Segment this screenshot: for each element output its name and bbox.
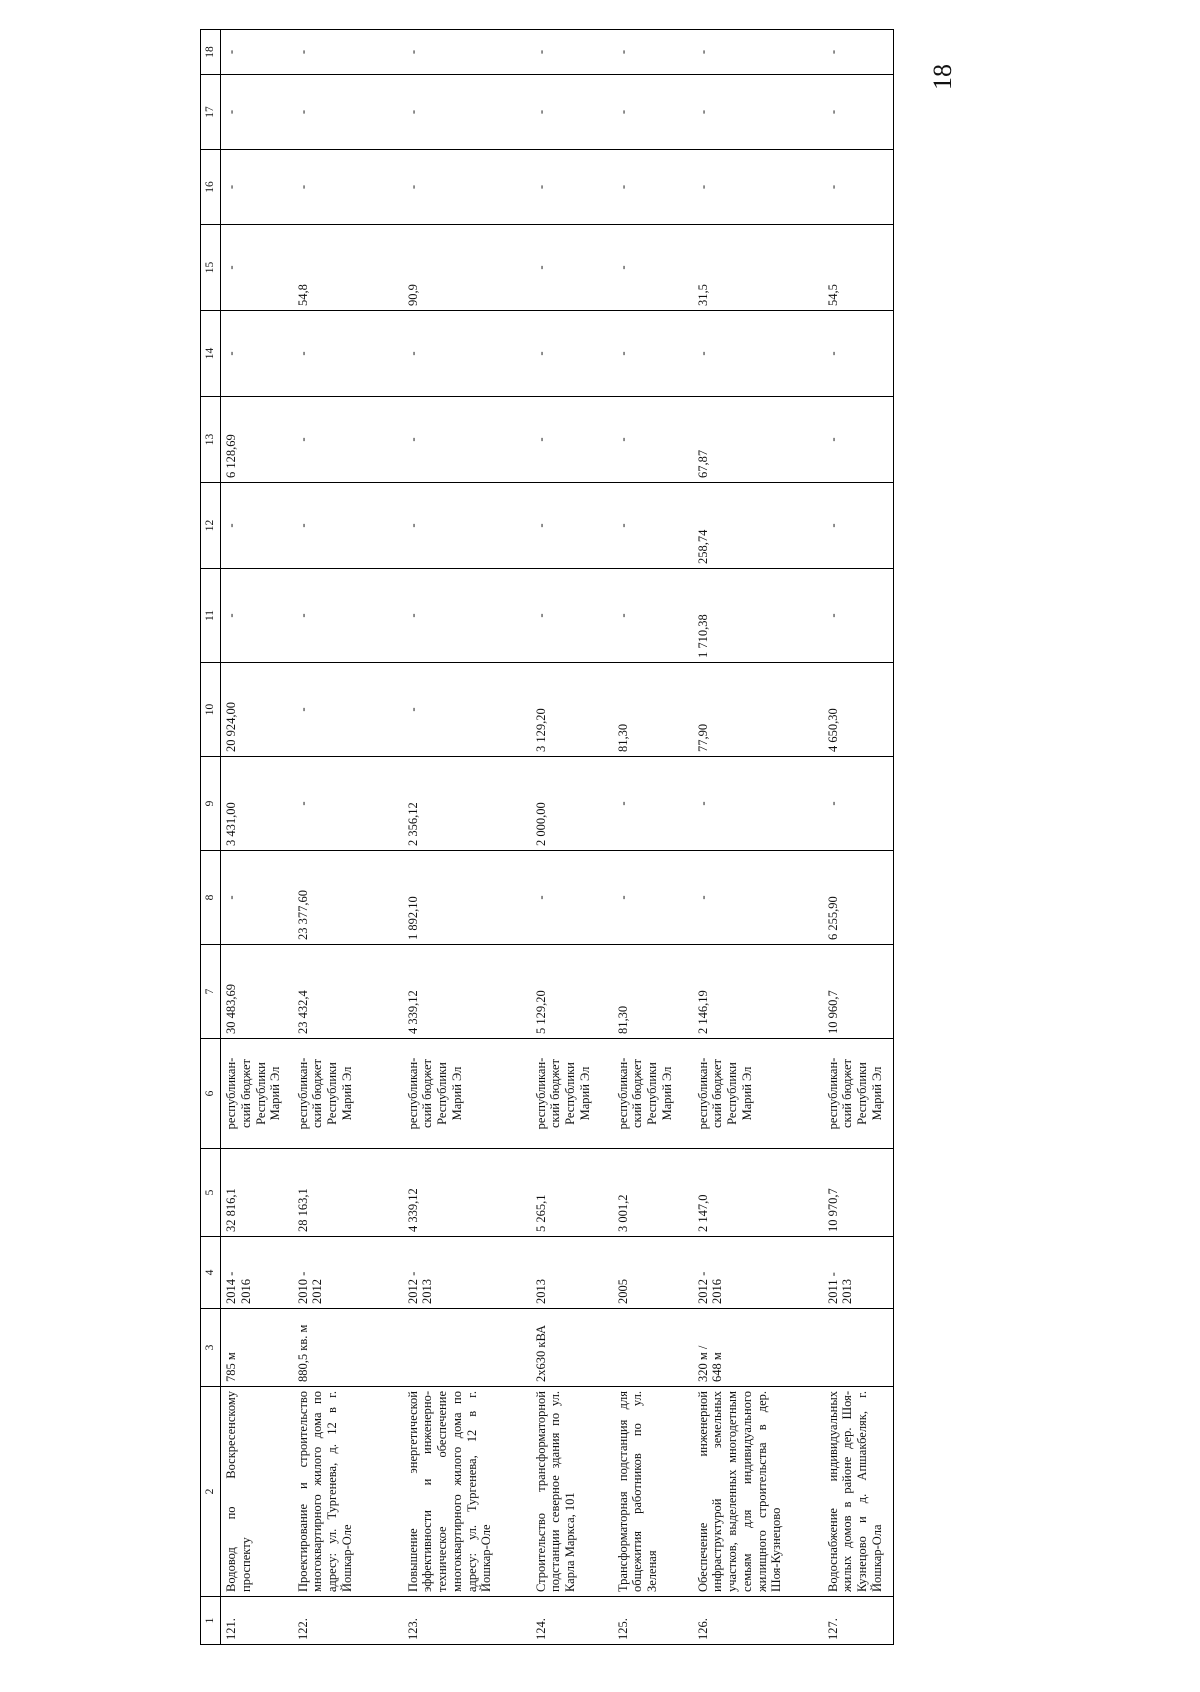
value-cell: 5 265,1 (531, 1149, 613, 1237)
object-name: Водоснабжение индивидуальных жилых домов в районе дер. Шоя-Кузнецово и д. Апшакбеляк, г. Йошкар-Ола (823, 1387, 894, 1597)
value-cell: - (531, 397, 613, 483)
value-cell: - (293, 483, 403, 569)
value-cell: 6 255,90 (823, 851, 894, 945)
funding-source: республикан- ский бюджет Республики Марий Эл (693, 1039, 823, 1149)
value-cell: - (693, 150, 823, 225)
column-header: 11 (201, 569, 221, 663)
value-cell: - (403, 663, 531, 757)
table-row (403, 30, 531, 1645)
value-cell: - (613, 150, 693, 225)
value-cell: - (293, 757, 403, 851)
value-cell: - (221, 225, 293, 311)
capacity: 320 м / 648 м (693, 1309, 823, 1387)
value-cell: - (613, 397, 693, 483)
object-name: Проектирование и строительство многоквартирного жилого дома по адресу: ул. Тургенева, д. 12 в г. Йошкар-Оле (293, 1387, 403, 1597)
column-header: 8 (201, 851, 221, 945)
funding-source: республикан- ский бюджет Республики Марий Эл (531, 1039, 613, 1149)
row-number: 125. (613, 1597, 693, 1645)
period: 2010 - 2012 (293, 1237, 403, 1309)
value-cell: - (293, 569, 403, 663)
value-cell: 30 483,69 (221, 945, 293, 1039)
investment-table (200, 29, 894, 1645)
value-cell: - (221, 75, 293, 150)
value-cell: 2 146,19 (693, 945, 823, 1039)
value-cell: 31,5 (693, 225, 823, 311)
object-name: Строительство трансформаторной подстанции северное здания по ул. Карла Маркса, 101 (531, 1387, 613, 1597)
value-cell: - (531, 569, 613, 663)
value-cell: - (293, 150, 403, 225)
capacity: 2х630 кВА (531, 1309, 613, 1387)
value-cell: - (403, 75, 531, 150)
row-number: 123. (403, 1597, 531, 1645)
value-cell: - (403, 569, 531, 663)
value-cell: 20 924,00 (221, 663, 293, 757)
row-number: 126. (693, 1597, 823, 1645)
value-cell: - (531, 225, 613, 311)
value-cell: - (293, 663, 403, 757)
column-header: 15 (201, 225, 221, 311)
value-cell: 5 129,20 (531, 945, 613, 1039)
value-cell: 3 431,00 (221, 757, 293, 851)
table-row (221, 30, 293, 1645)
value-cell: 67,87 (693, 397, 823, 483)
value-cell: 258,74 (693, 483, 823, 569)
value-cell: - (613, 851, 693, 945)
value-cell: 23 377,60 (293, 851, 403, 945)
value-cell: 1 892,10 (403, 851, 531, 945)
value-cell: 28 163,1 (293, 1149, 403, 1237)
funding-source: республикан- ский бюджет Республики Марий Эл (403, 1039, 531, 1149)
column-header: 1 (201, 1597, 221, 1645)
value-cell: - (293, 311, 403, 397)
value-cell: 2 356,12 (403, 757, 531, 851)
object-name: Водовод по Воскресенскому проспекту (221, 1387, 293, 1597)
value-cell: 6 128,69 (221, 397, 293, 483)
value-cell: - (693, 75, 823, 150)
table-row (693, 30, 823, 1645)
value-cell: - (693, 311, 823, 397)
value-cell: 54,8 (293, 225, 403, 311)
column-header: 3 (201, 1309, 221, 1387)
value-cell: - (823, 483, 894, 569)
value-cell: - (531, 150, 613, 225)
column-header: 7 (201, 945, 221, 1039)
capacity: 880,5 кв. м (293, 1309, 403, 1387)
table-row (823, 30, 894, 1645)
value-cell: - (221, 150, 293, 225)
value-cell: - (531, 75, 613, 150)
column-header: 9 (201, 757, 221, 851)
value-cell: - (221, 483, 293, 569)
value-cell: 4 339,12 (403, 1149, 531, 1237)
value-cell: - (293, 397, 403, 483)
period: 2013 (531, 1237, 613, 1309)
value-cell: 2 147,0 (693, 1149, 823, 1237)
funding-source: республикан- ский бюджет Республики Марий Эл (613, 1039, 693, 1149)
value-cell: 81,30 (613, 945, 693, 1039)
capacity (403, 1309, 531, 1387)
column-number-row (201, 30, 221, 1645)
value-cell: - (613, 75, 693, 150)
value-cell: 10 960,7 (823, 945, 894, 1039)
value-cell: - (293, 75, 403, 150)
value-cell: 23 432,4 (293, 945, 403, 1039)
value-cell: 2 000,00 (531, 757, 613, 851)
rotated-table-container (200, 30, 1015, 1645)
value-cell: - (531, 483, 613, 569)
value-cell: 3 129,20 (531, 663, 613, 757)
column-header: 10 (201, 663, 221, 757)
period: 2012 - 2013 (403, 1237, 531, 1309)
value-cell: - (823, 75, 894, 150)
page-number: 18 (928, 64, 957, 90)
table-row (531, 30, 613, 1645)
column-header: 6 (201, 1039, 221, 1149)
value-cell: - (693, 30, 823, 75)
value-cell: - (613, 30, 693, 75)
capacity (613, 1309, 693, 1387)
value-cell: - (221, 569, 293, 663)
column-header: 13 (201, 397, 221, 483)
funding-source: республикан- ский бюджет Республики Марий Эл (823, 1039, 894, 1149)
value-cell: - (823, 150, 894, 225)
value-cell: - (613, 311, 693, 397)
value-cell: - (823, 569, 894, 663)
column-header: 4 (201, 1237, 221, 1309)
value-cell: - (823, 757, 894, 851)
value-cell: - (613, 757, 693, 851)
value-cell: - (293, 30, 403, 75)
value-cell: - (403, 30, 531, 75)
table-row (293, 30, 403, 1645)
value-cell: - (823, 311, 894, 397)
row-number: 124. (531, 1597, 613, 1645)
value-cell: - (403, 311, 531, 397)
value-cell: - (221, 30, 293, 75)
row-number: 121. (221, 1597, 293, 1645)
value-cell: 1 710,38 (693, 569, 823, 663)
table-row (613, 30, 693, 1645)
value-cell: - (221, 311, 293, 397)
value-cell: 4 339,12 (403, 945, 531, 1039)
value-cell: - (403, 397, 531, 483)
period: 2014 - 2016 (221, 1237, 293, 1309)
column-header: 17 (201, 75, 221, 150)
value-cell: - (823, 30, 894, 75)
period: 2012 - 2016 (693, 1237, 823, 1309)
funding-source: республикан- ский бюджет Республики Марий Эл (293, 1039, 403, 1149)
value-cell: - (613, 225, 693, 311)
object-name: Обеспечение инженерной инфраструктурой земельных участков, выделенных многодетным семьям для индивидуального жилищного строительства в дер. Шоя-Кузнецово (693, 1387, 823, 1597)
funding-source: республикан- ский бюджет Республики Марий Эл (221, 1039, 293, 1149)
value-cell: - (221, 851, 293, 945)
value-cell: - (531, 311, 613, 397)
value-cell: 4 650,30 (823, 663, 894, 757)
value-cell: - (403, 483, 531, 569)
column-header: 2 (201, 1387, 221, 1597)
value-cell: - (531, 851, 613, 945)
column-header: 18 (201, 30, 221, 75)
value-cell: - (403, 150, 531, 225)
value-cell: - (823, 397, 894, 483)
value-cell: - (613, 483, 693, 569)
column-header: 12 (201, 483, 221, 569)
object-name: Повышение энергетической эффективности и инженерно-техническое обеспечение многоквартирного жилого дома по адресу: ул. Тургенева, 12 в г. Йошкар-Оле (403, 1387, 531, 1597)
period: 2005 (613, 1237, 693, 1309)
value-cell: - (531, 30, 613, 75)
value-cell: - (693, 757, 823, 851)
value-cell: 77,90 (693, 663, 823, 757)
object-name: Трансформаторная подстанция для общежития работников по ул. Зеленая (613, 1387, 693, 1597)
row-number: 122. (293, 1597, 403, 1645)
capacity (823, 1309, 894, 1387)
capacity: 785 м (221, 1309, 293, 1387)
value-cell: 54,5 (823, 225, 894, 311)
row-number: 127. (823, 1597, 894, 1645)
period: 2011 - 2013 (823, 1237, 894, 1309)
value-cell: 90,9 (403, 225, 531, 311)
value-cell: 81,30 (613, 663, 693, 757)
value-cell: - (613, 569, 693, 663)
column-header: 14 (201, 311, 221, 397)
column-header: 16 (201, 150, 221, 225)
value-cell: - (693, 851, 823, 945)
value-cell: 3 001,2 (613, 1149, 693, 1237)
column-header: 5 (201, 1149, 221, 1237)
value-cell: 32 816,1 (221, 1149, 293, 1237)
value-cell: 10 970,7 (823, 1149, 894, 1237)
